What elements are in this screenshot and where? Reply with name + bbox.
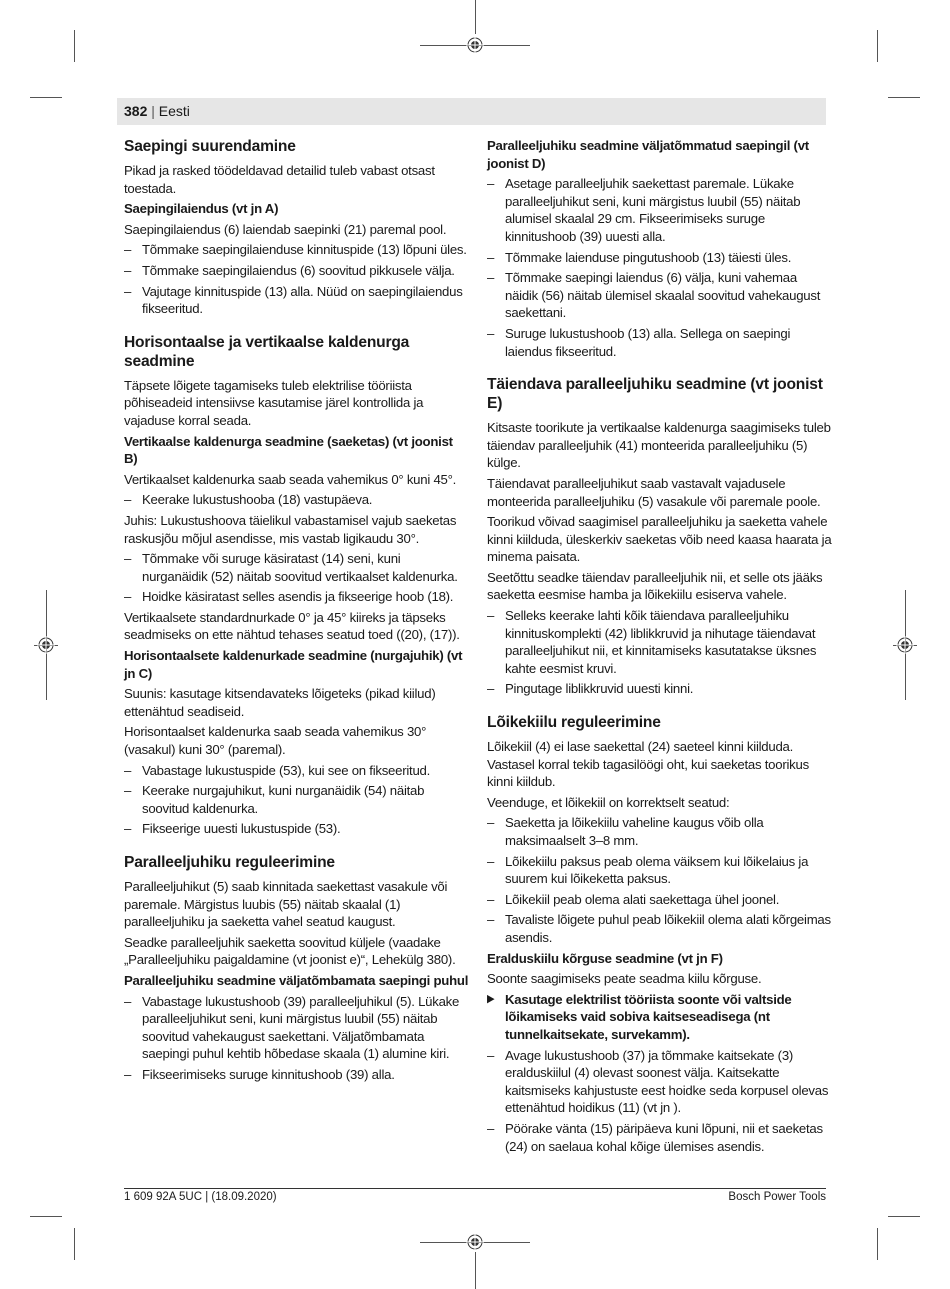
footer-doc-id: 1 609 92A 5UC | (18.09.2020) (124, 1191, 277, 1203)
list-item (124, 820, 469, 838)
section-heading: Saepingi suurendamine (124, 138, 296, 155)
dash-bullet-icon: – (487, 176, 495, 192)
crop-mark (475, 1252, 476, 1289)
dash-bullet-icon: – (487, 912, 495, 928)
subsection-heading: Vertikaalse kaldenurga seadmine (saeketas) (vt joonist B) (124, 433, 453, 467)
list-item (487, 607, 832, 677)
list-item-text: Tõmmake saepingi laiendus (6) välja, kuni vahemaa näidik (56) näitab ülemisel skaalal soovitud vahekaugust saekettani. (505, 270, 821, 321)
section-heading: Paralleeljuhiku reguleerimine (124, 854, 335, 871)
section-gap (124, 841, 469, 853)
paragraph: Kitsaste toorikute ja vertikaalse kaldenurga saagimiseks tuleb täiendav paralleeljuhik (41) monteerida paralleeljuhiku (5) külge. (487, 420, 831, 471)
dash-bullet-icon: – (124, 1066, 132, 1082)
dash-bullet-icon: – (487, 325, 495, 341)
paragraph: Täpsete lõigete tagamiseks tuleb elektrilise tööriista põhiseadeid intensiivse kasutamise järel kontrollida ja vajaduse korral seada. (124, 377, 424, 428)
subsection-heading: Paralleeljuhiku seadmine väljatõmbamata saepingi puhul (124, 972, 469, 988)
dash-bullet-icon: – (124, 993, 132, 1009)
paragraph: Seetõttu seadke täiendav paralleeljuhik nii, et selle ots jääks saeketta eesmise hamba ja lõikekiilu esiserva vahele. (487, 569, 823, 603)
paragraph: Täiendavat paralleeljuhikut saab vastavalt vajadusele monteerida paralleeljuhiku (5) vasakule või paremale poole. (487, 475, 821, 509)
paragraph: Saepingilaiendus (6) laiendab saepinki (21) paremal pool. (124, 221, 447, 237)
registration-mark-icon (37, 636, 55, 654)
list-item (124, 241, 469, 259)
list-item-text: Saeketta ja lõikekiilu vaheline kaugus võib olla maksimaalselt 3–8 mm. (505, 815, 764, 848)
crop-mark (74, 1228, 75, 1260)
list-item-text: Asetage paralleeljuhik saekettast paremale. Lükake paralleeljuhikut seni, kuni märgistus luubil (55) näitab alumisel skaalal 29 cm. Fikseerimiseks suruge kinnitushoob (39) uuesti alla. (505, 176, 801, 244)
dash-bullet-icon: – (124, 762, 132, 778)
list-item-text: Pingutage liblikkruvid uuesti kinni. (505, 681, 694, 697)
list-item-text: Keerake nurgajuhikut, kuni nurganäidik (54) näitab soovitud kaldenurka. (142, 783, 425, 816)
dash-bullet-icon: – (487, 249, 495, 265)
subsection-heading: Eralduskiilu kõrguse seadmine (vt jn F) (487, 950, 723, 966)
paragraph: Toorikud võivad saagimisel paralleeljuhiku ja saeketta vahele kinni kiilduda, üleskerkiv saeketas võib need kaasa haarata ja minema paisata. (487, 514, 832, 565)
dash-bullet-icon: – (124, 492, 132, 508)
list-item (487, 853, 832, 888)
list-item (124, 262, 469, 280)
warning-item (487, 991, 832, 1044)
list-item (487, 1120, 832, 1155)
paragraph: Vertikaalset kaldenurka saab seada vahemikus 0° kuni 45°. (124, 471, 457, 487)
list-item (124, 782, 469, 817)
dash-bullet-icon: – (487, 681, 495, 697)
crop-mark (475, 0, 476, 34)
page-number: 382 (124, 103, 148, 119)
dash-bullet-icon: – (487, 1047, 495, 1063)
list-item-text: Vabastage lukustuspide (53), kui see on fikseeritud. (142, 762, 431, 778)
list-item (124, 283, 469, 318)
paragraph: Soonte saagimiseks peate seadma kiilu kõrguse. (487, 971, 762, 987)
dash-bullet-icon: – (487, 891, 495, 907)
list-item-text: Lõikekiil peab olema alati saekettaga ühel joonel. (505, 891, 780, 907)
list-item-text: Tõmmake või suruge käsiratast (14) seni, kuni nurganäidik (52) näitab soovitud vertikaalset kaldenurka. (142, 551, 458, 584)
list-item-text: Vabastage lukustushoob (39) paralleeljuhikul (5). Lükake paralleeljuhikut seni, kuni märgistus luubil (55) näitab soovitud vahekaugust saekettani. Väljatõmbamata saepingi puhul kehtib hõbedase skaala (1) alumine kiri. (142, 993, 460, 1062)
dash-bullet-icon: – (487, 815, 495, 831)
list-item-text: Fikseerige uuesti lukustuspide (53). (142, 821, 341, 837)
list-item-text: Tõmmake saepingilaiendus (6) soovitud pikkusele välja. (142, 262, 455, 278)
paragraph: Pikad ja rasked töödeldavad detailid tuleb vabast otsast toestada. (124, 163, 435, 196)
list-item-text: Lõikekiilu paksus peab olema väiksem kui lõikelaius ja suurem kui lõikeketta paksus. (505, 853, 809, 887)
subsection-heading: Saepingilaiendus (vt jn A) (124, 201, 279, 217)
list-item (487, 269, 832, 322)
paragraph: Vertikaalsete standardnurkade 0° ja 45° kiireks ja täpseks seadmiseks on ette nähtud tehases seatud toed ((20), (17)). (124, 609, 460, 643)
list-item (487, 175, 832, 245)
arrow-bullet-icon: ▶ (487, 992, 495, 1005)
list-item-text: Keerake lukustushooba (18) vastupäeva. (142, 492, 373, 508)
dash-bullet-icon: – (124, 589, 132, 605)
list-item-text: Pöörake vänta (15) päripäeva kuni lõpuni, nii et saeketas (24) on saelaua kohal kõige ülemises asendis. (505, 1120, 823, 1154)
dash-bullet-icon: – (487, 1120, 495, 1136)
list-item (487, 911, 832, 946)
list-item-text: Tõmmake laienduse pingutushoob (13) täiesti üles. (505, 249, 792, 265)
list-item (124, 762, 469, 780)
registration-mark-icon (466, 36, 484, 54)
section-gap (487, 363, 832, 375)
header-separator: | (151, 103, 159, 119)
right-column (487, 137, 832, 1158)
section-heading: Lõikekiilu reguleerimine (487, 714, 661, 732)
crop-mark (888, 1216, 920, 1217)
section-heading: Täiendava paralleeljuhiku seadmine (vt joonist E) (487, 376, 823, 413)
subsection-heading: Paralleeljuhiku seadmine väljatõmmatud saepingil (vt joonist D) (487, 138, 809, 171)
dash-bullet-icon: – (487, 853, 495, 869)
list-item (124, 550, 469, 585)
dash-bullet-icon: – (124, 783, 132, 799)
list-item-text: Tavaliste lõigete puhul peab lõikekiil olema alati kõrgeimas asendis. (505, 912, 831, 945)
paragraph: Suunis: kasutage kitsendavateks lõigeteks (pikad kiilud) ettenähtud seadiseid. (124, 686, 436, 719)
dash-bullet-icon: – (124, 821, 132, 837)
list-item (124, 993, 469, 1063)
paragraph: Paralleeljuhikut (5) saab kinnitada saekettast vasakule või paremale. Märgistus luubis (55) näitab skaalal (1) paralleeljuhiku ja saeketta vahel seatud kaugust. (124, 879, 448, 930)
page-header (124, 103, 190, 119)
crop-mark (888, 97, 920, 98)
section-gap (487, 701, 832, 713)
subsection-heading: Horisontaalsete kaldenurkade seadmine (nurgajuhik) (vt jn C) (124, 648, 463, 681)
dash-bullet-icon: – (124, 262, 132, 278)
page-language: Eesti (158, 103, 190, 119)
crop-mark (877, 30, 878, 62)
paragraph: Veenduge, et lõikekiil on korrektselt seatud: (487, 794, 730, 810)
crop-mark (30, 1216, 62, 1217)
paragraph: Seadke paralleeljuhik saeketta soovitud küljele (vaadake „Paralleeljuhiku paigaldamine (vt joonist e)“, Lehekülg 380). (124, 934, 456, 968)
dash-bullet-icon: – (124, 283, 132, 299)
list-item (124, 1066, 469, 1084)
crop-mark (30, 97, 62, 98)
footer-divider (124, 1188, 826, 1189)
list-item (487, 680, 832, 698)
page-header-band (117, 98, 826, 125)
section-heading: Horisontaalse ja vertikaalse kaldenurga seadmine (124, 333, 410, 370)
list-item (487, 249, 832, 267)
section-gap (124, 321, 469, 333)
dash-bullet-icon: – (124, 551, 132, 567)
warning-text: Kasutage elektrilist tööriista soonte või valtside lõikamiseks vaid sobiva kaitseseadisega (nt tunnelkaitsekate, survekamm). (505, 991, 792, 1042)
paragraph: Juhis: Lukustushoova täielikul vabastamisel vajub saeketas raskusjõu mõjul asendisse, mis vastab ligikaudu 30°. (124, 512, 457, 546)
list-item-text: Fikseerimiseks suruge kinnitushoob (39) alla. (142, 1066, 395, 1082)
left-column (124, 137, 469, 1087)
list-item (124, 588, 469, 606)
registration-mark-icon (896, 636, 914, 654)
dash-bullet-icon: – (487, 270, 495, 286)
list-item (124, 491, 469, 509)
registration-mark-icon (466, 1233, 484, 1251)
list-item-text: Suruge lukustushoob (13) alla. Sellega on saepingi laiendus fikseeritud. (505, 325, 791, 359)
crop-mark (877, 1228, 878, 1260)
list-item (487, 1047, 832, 1117)
list-item-text: Tõmmake saepingilaienduse kinnituspide (13) lõpuni üles. (142, 242, 467, 258)
list-item (487, 891, 832, 909)
list-item (487, 325, 832, 360)
footer-brand: Bosch Power Tools (728, 1191, 826, 1203)
paragraph: Horisontaalset kaldenurka saab seada vahemikus 30° (vasakul) kuni 30° (paremal). (124, 724, 427, 758)
list-item (487, 814, 832, 849)
dash-bullet-icon: – (124, 242, 132, 258)
list-item-text: Selleks keerake lahti kõik täiendava paralleeljuhiku kinnituskomplekti (42) liblikkruvid ja nihutage täiendavat paralleeljuhikut nii, et kinnitamiseks kasutatakse üksnes kahte eesmist kruvi. (505, 608, 817, 676)
crop-mark (74, 30, 75, 62)
paragraph: Lõikekiil (4) ei lase saekettal (24) saeteel kinni kiilduda. Vastasel korral tekib tagasilöögi oht, kui saeketas toorikus kinni kiildub. (487, 739, 809, 790)
dash-bullet-icon: – (487, 608, 495, 624)
list-item-text: Hoidke käsiratast selles asendis ja fikseerige hoob (18). (142, 589, 454, 605)
list-item-text: Vajutage kinnituspide (13) alla. Nüüd on saepingilaiendus fikseeritud. (142, 283, 463, 317)
list-item-text: Avage lukustushoob (37) ja tõmmake kaitsekate (3) eralduskiilul (4) olevast soonest välja. Kaitsekatte kaitsmiseks kahjustuste eest hoidke seda korpusel olevas ettenähtud hoidikus (11) (vt jn ). (505, 1047, 829, 1116)
